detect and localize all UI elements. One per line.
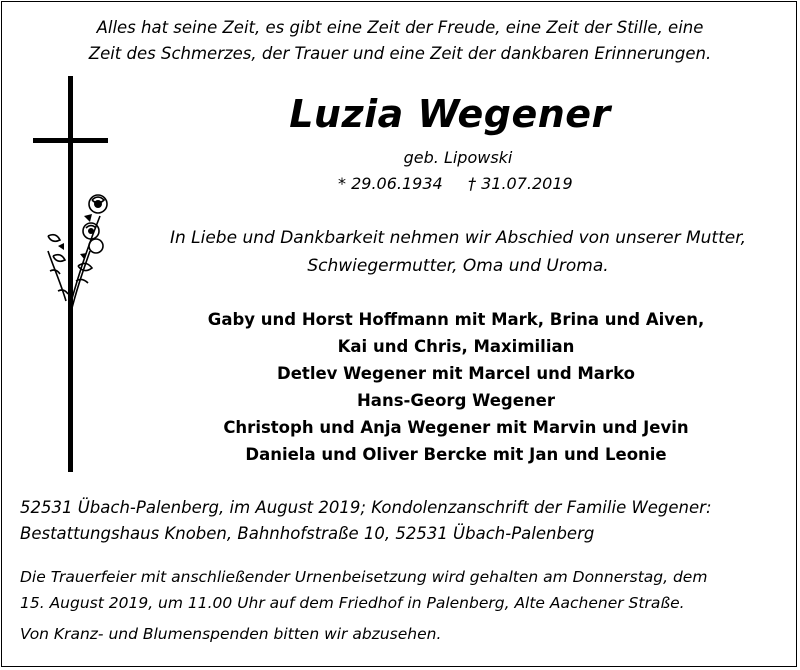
motto-line-2: Zeit des Schmerzes, der Trauer und eine Zeit der dankbaren Erinnerungen. bbox=[88, 44, 712, 63]
deceased-name: Luzia Wegener bbox=[289, 92, 611, 136]
intro-line-1: In Liebe und Dankbarkeit nehmen wir Abschied von unserer Mutter, bbox=[169, 228, 747, 248]
ceremony-line-2: 15. August 2019, um 11.00 Uhr auf dem Friedhof in Palenberg, Alte Aachener Straße. bbox=[20, 594, 685, 612]
closing-note: Von Kranz- und Blumenspenden bitten wir abzusehen. bbox=[20, 625, 442, 643]
mourner-line: Kai und Chris, Maximilian bbox=[337, 337, 575, 356]
intro-line-2: Schwiegermutter, Oma und Uroma. bbox=[307, 256, 609, 276]
death-date: † 31.07.2019 bbox=[468, 174, 573, 193]
mourner-line: Daniela und Oliver Bercke mit Jan und Leonie bbox=[245, 445, 667, 464]
mourner-line: Christoph und Anja Wegener mit Marvin und Jevin bbox=[223, 418, 689, 437]
funeral-home-line: Bestattungshaus Knoben, Bahnhofstraße 10, 52531 Übach-Palenberg bbox=[20, 524, 595, 543]
ceremony-line-1: Die Trauerfeier mit anschließender Urnenbeisetzung wird gehalten am Donnerstag, dem bbox=[20, 568, 708, 586]
birth-date: * 29.06.1934 bbox=[338, 174, 443, 193]
motto-line-1: Alles hat seine Zeit, es gibt eine Zeit der Freude, eine Zeit der Stille, eine bbox=[96, 18, 704, 37]
mourner-line: Detlev Wegener mit Marcel und Marko bbox=[277, 364, 635, 383]
place-date-line: 52531 Übach-Palenberg, im August 2019; Kondolenzanschrift der Familie Wegener: bbox=[20, 498, 712, 517]
mourner-line: Gaby und Horst Hoffmann mit Mark, Brina und Aiven, bbox=[207, 310, 705, 329]
maiden-name: geb. Lipowski bbox=[403, 148, 513, 167]
mourner-line: Hans-Georg Wegener bbox=[357, 391, 555, 410]
